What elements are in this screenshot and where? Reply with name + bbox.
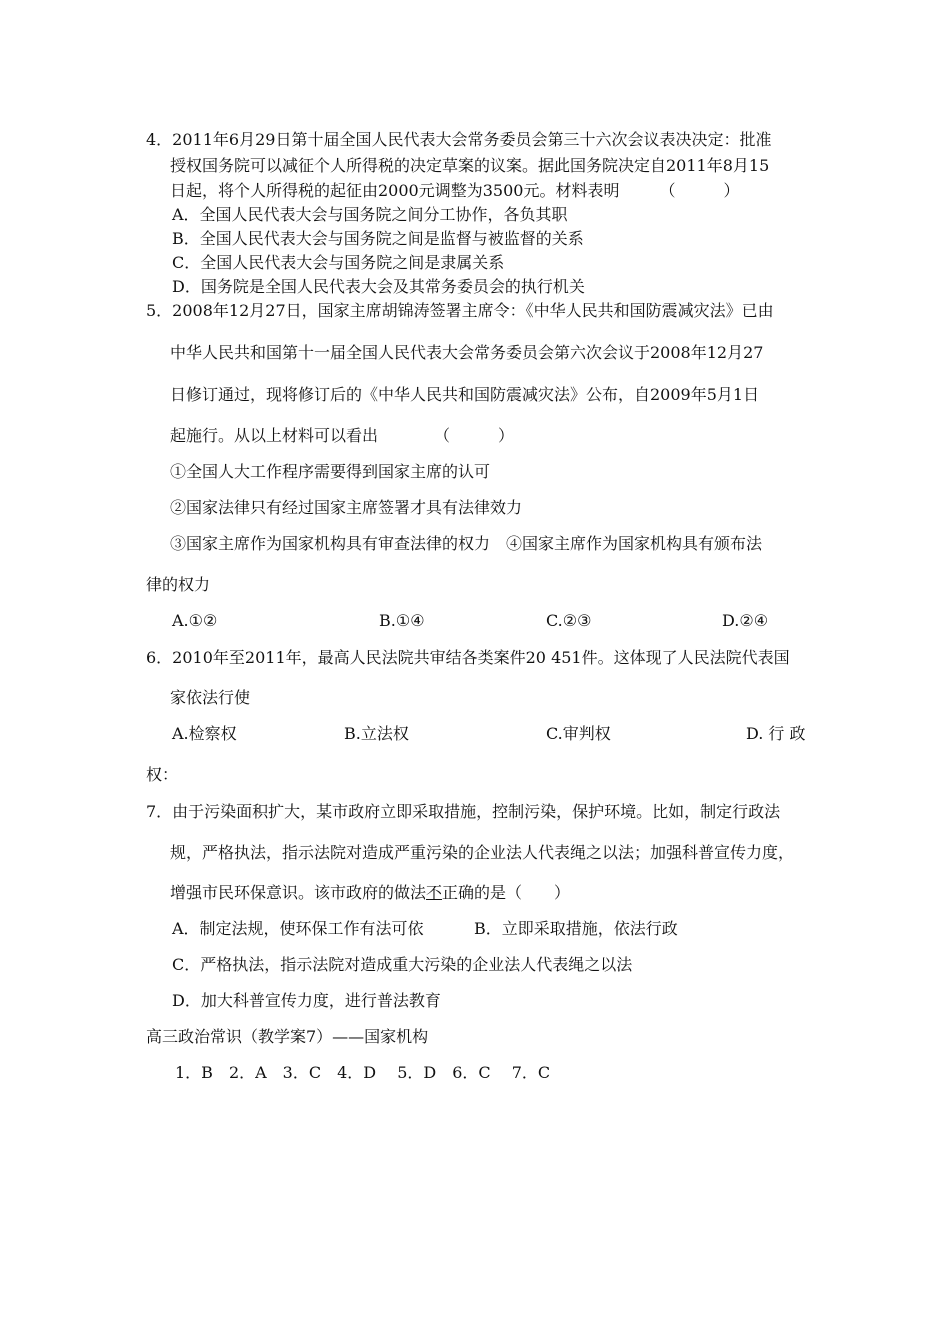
q7-option-b: B．立即采取措施，依法行政 xyxy=(474,919,678,938)
q6-option-d: D. 行 政 xyxy=(746,724,806,743)
q5-statement-4-cont: 律的权力 xyxy=(146,575,211,594)
q7-stem-line3-a: 增强市民环保意识。该市政府的做法 xyxy=(170,883,427,902)
q6-option-a: A.检察权 xyxy=(172,724,237,743)
q7-stem-line2: 规，严格执法，指示法院对造成严重污染的企业法人代表绳之以法；加强科普宣传力度， xyxy=(170,843,795,862)
q5-option-b: B.①④ xyxy=(379,611,425,630)
q7-stem-line3 xyxy=(170,883,570,903)
q6-option-b: B.立法权 xyxy=(344,724,409,743)
q5-statement-1: ①全国人大工作程序需要得到国家主席的认可 xyxy=(170,462,491,481)
q6-stem-line2: 家依法行使 xyxy=(170,688,251,707)
answer-key-title: 高三政治常识（教学案7）——国家机构 xyxy=(146,1027,429,1046)
q5-stem-line4: 起施行。从以上材料可以看出 （ ） xyxy=(170,426,515,445)
q5-stem-line2: 中华人民共和国第十一届全国人民代表大会常务委员会第六次会议于2008年12月27 xyxy=(170,343,764,362)
q7-option-d: D．加大科普宣传力度，进行普法教育 xyxy=(172,991,441,1010)
q4-option-c: C．全国人民代表大会与国务院之间是隶属关系 xyxy=(172,253,505,272)
q5-option-c: C.②③ xyxy=(546,611,592,630)
q7-stem-line3-b: 正确的是（ ） xyxy=(442,883,571,902)
q7-negation-underlined: 不 xyxy=(426,883,443,902)
q6-option-d-cont: 权： xyxy=(146,765,179,784)
q4-stem-line1: 4．2011年6月29日第十届全国人民代表大会常务委员会第三十六次会议表决决定：批准 xyxy=(146,130,772,149)
q7-option-a: A．制定法规，使环保工作有法可依 xyxy=(172,919,424,938)
answer-key-list: 1．B 2．A 3．C 4．D 5．D 6．C 7．C xyxy=(175,1063,551,1082)
q4-stem-line3: 日起，将个人所得税的起征由2000元调整为3500元。材料表明 （ ） xyxy=(170,181,740,200)
q5-stem-line1: 5．2008年12月27日，国家主席胡锦涛签署主席令：《中华人民共和国防震减灾法》已由 xyxy=(146,301,774,320)
q7-option-c: C．严格执法，指示法院对造成重大污染的企业法人代表绳之以法 xyxy=(172,955,633,974)
q5-statement-2: ②国家法律只有经过国家主席签署才具有法律效力 xyxy=(170,498,523,517)
q5-stem-line3: 日修订通过，现将修订后的《中华人民共和国防震减灾法》公布，自2009年5月1日 xyxy=(170,385,760,404)
q5-statement-3-4: ③国家主席作为国家机构具有审查法律的权力 ④国家主席作为国家机构具有颁布法 xyxy=(170,534,763,553)
q5-option-d: D.②④ xyxy=(722,611,769,630)
q4-option-b: B．全国人民代表大会与国务院之间是监督与被监督的关系 xyxy=(172,229,584,248)
q4-option-a: A．全国人民代表大会与国务院之间分工协作，各负其职 xyxy=(172,205,568,224)
q5-option-a: A.①② xyxy=(172,611,218,630)
q4-option-d: D．国务院是全国人民代表大会及其常务委员会的执行机关 xyxy=(172,277,585,296)
q4-stem-line2: 授权国务院可以减征个人所得税的决定草案的议案。据此国务院决定自2011年8月15 xyxy=(170,156,770,175)
q6-stem-line1: 6．2010年至2011年，最高人民法院共审结各类案件20 451件。这体现了人民法院代表国 xyxy=(146,648,790,667)
q6-option-c: C.审判权 xyxy=(546,724,611,743)
q7-stem-line1: 7．由于污染面积扩大，某市政府立即采取措施，控制污染，保护环境。比如，制定行政法 xyxy=(146,802,781,821)
